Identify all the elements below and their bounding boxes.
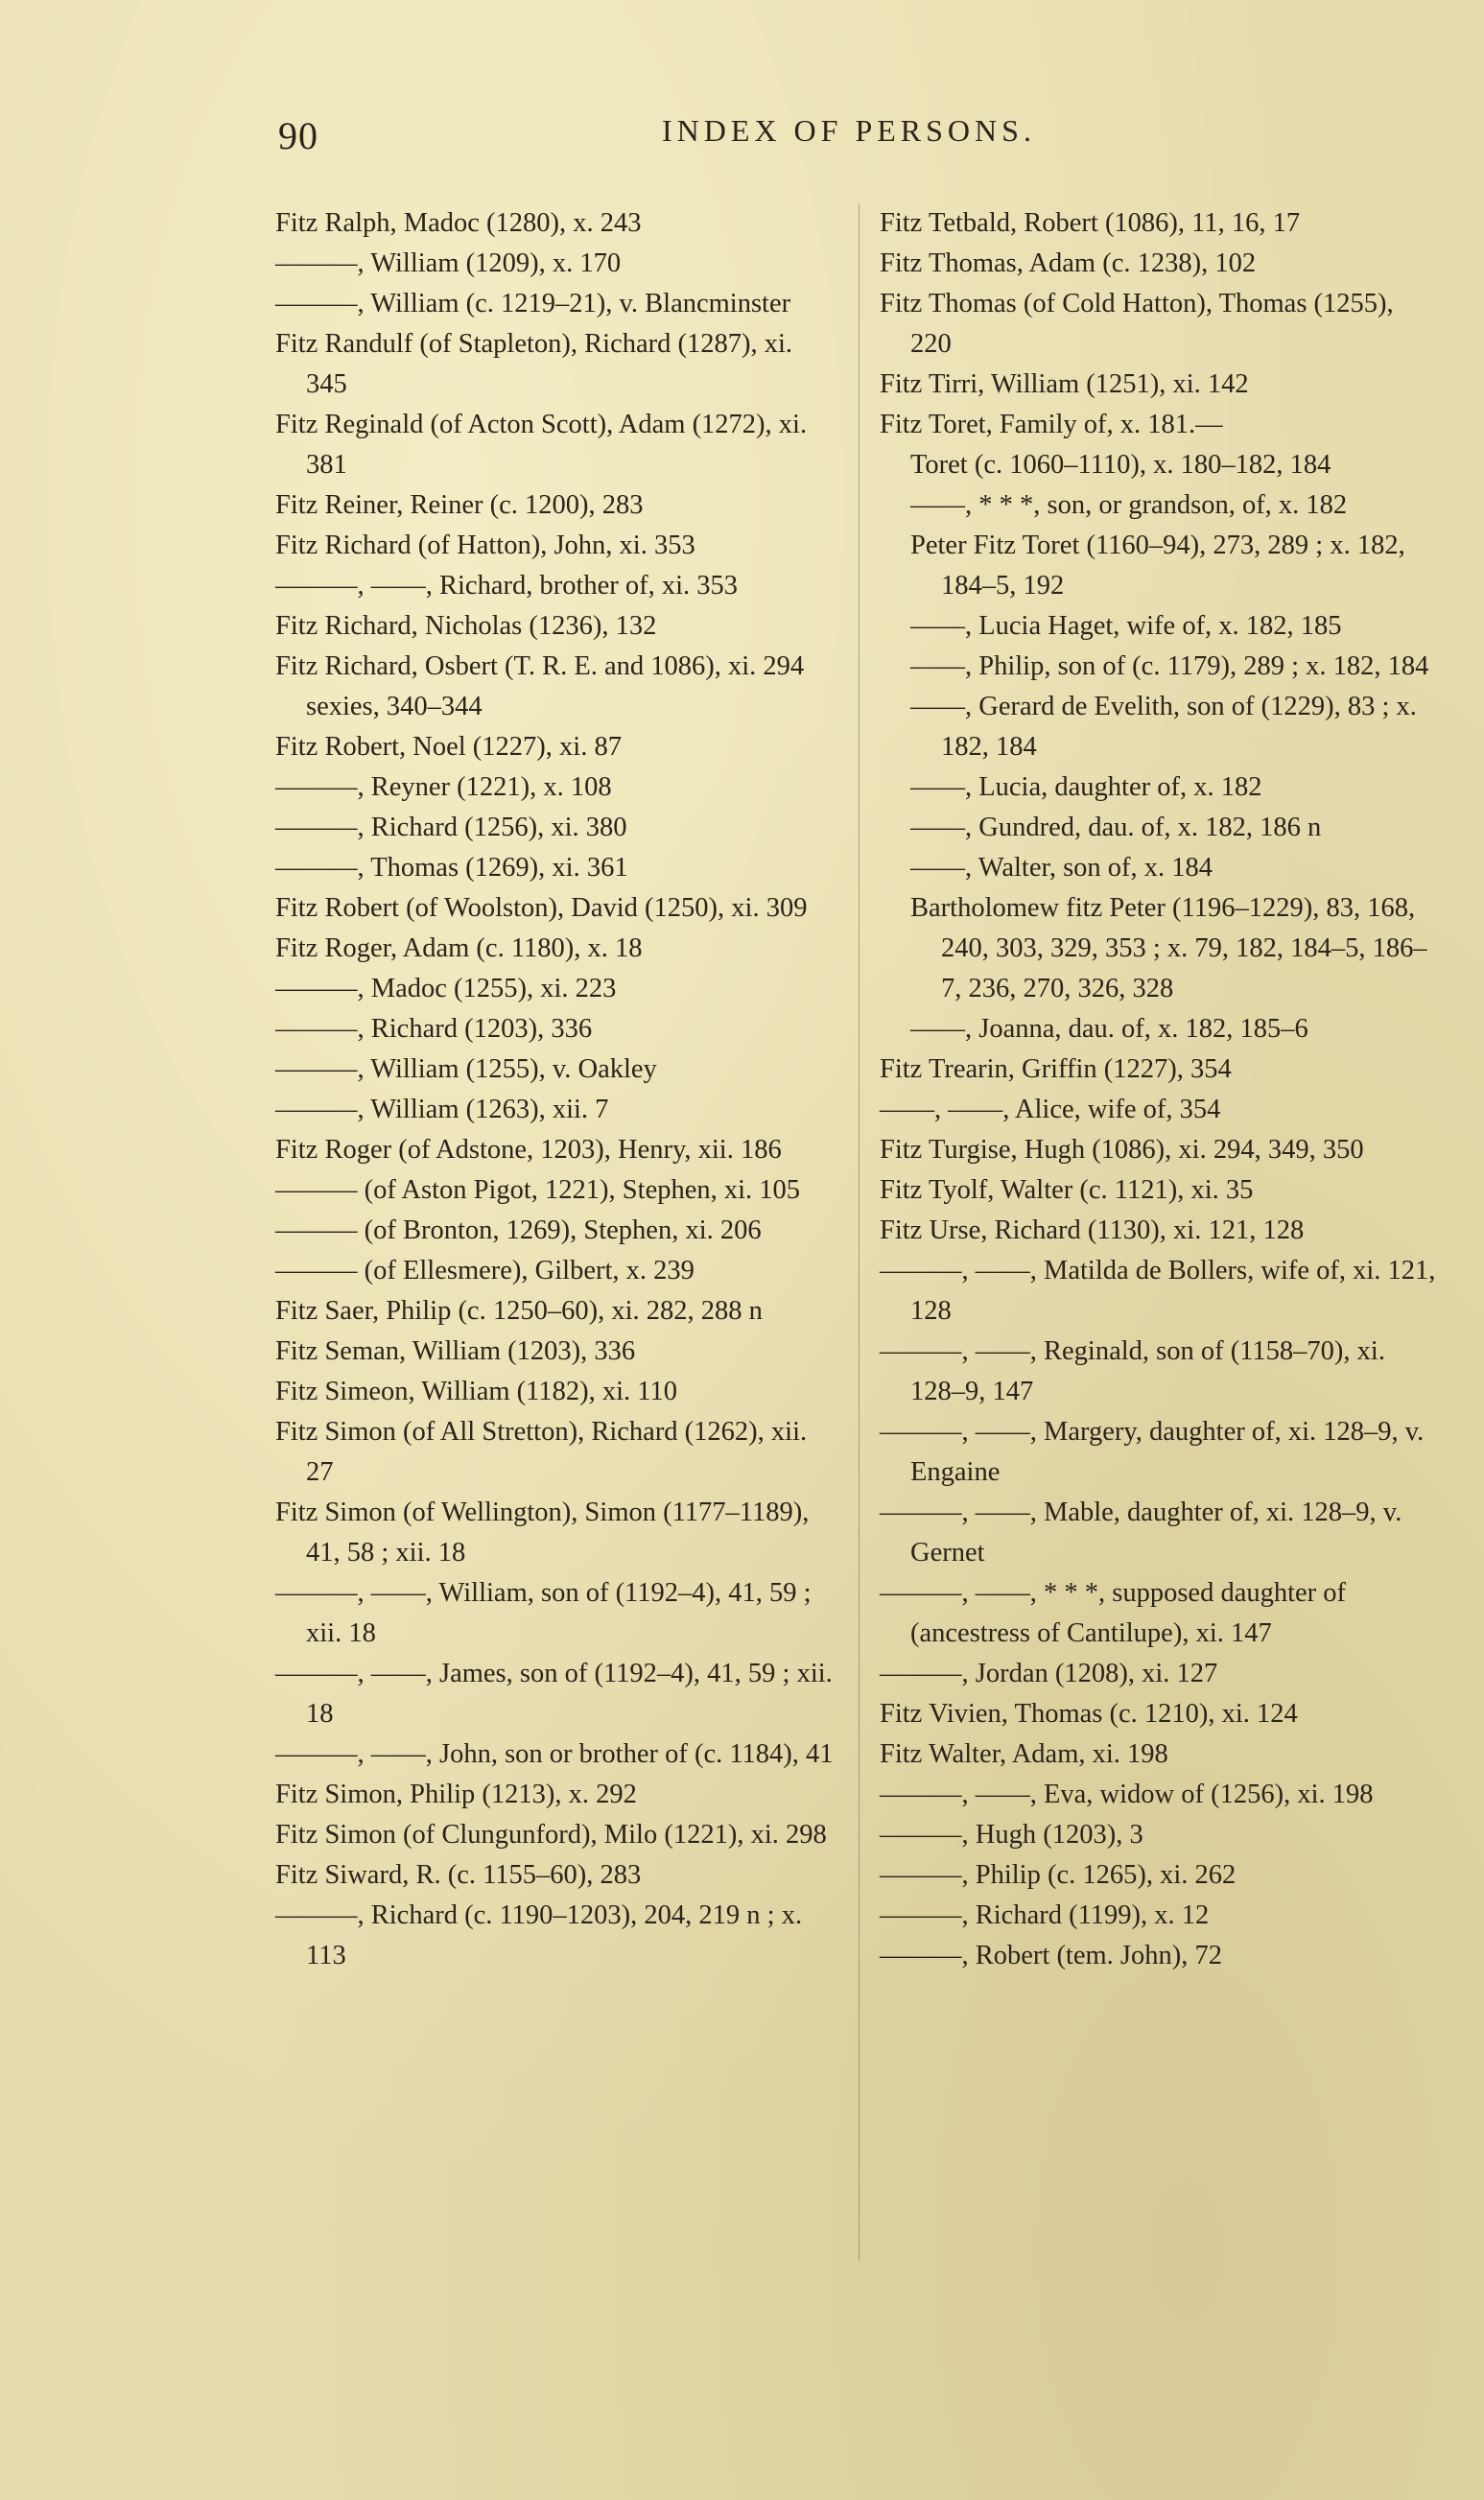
index-entry: Fitz Reiner, Reiner (c. 1200), 283 — [275, 490, 644, 520]
index-entry: Fitz Saer, Philip (c. 1250–60), xi. 282, 288 n — [275, 1296, 763, 1326]
index-entry: Fitz Simeon, William (1182), xi. 110 — [275, 1377, 677, 1406]
index-entry: ———, Richard (c. 1190–1203), 204, 219 n ; x. 113 — [275, 1900, 803, 1970]
index-subentry: ——, Lucia, daughter of, x. 182 — [910, 772, 1262, 802]
index-subentry: ——, * * *, son, or grandson, of, x. 182 — [910, 490, 1348, 520]
index-entry: ———, Richard (1256), xi. 380 — [275, 813, 627, 842]
index-entry: ——— (of Bronton, 1269), Stephen, xi. 206 — [275, 1215, 762, 1245]
index-entry: Fitz Tyolf, Walter (c. 1121), xi. 35 — [880, 1175, 1254, 1205]
index-entry: Fitz Tirri, William (1251), xi. 142 — [880, 369, 1249, 399]
index-entry: ———, Thomas (1269), xi. 361 — [275, 853, 628, 883]
index-entry: Fitz Roger (of Adstone, 1203), Henry, xii. 186 — [275, 1135, 782, 1165]
index-entry: ———, ——, * * *, supposed daughter of (ancestress of Cantilupe), xi. 147 — [880, 1578, 1347, 1648]
index-column-left — [275, 203, 835, 1976]
column-divider — [859, 203, 860, 2261]
index-subentry: Peter Fitz Toret (1160–94), 273, 289 ; x. 182, 184–5, 192 — [910, 531, 1405, 601]
running-title: INDEX OF PERSONS. — [662, 113, 1036, 148]
index-entry: ———, William (1263), xii. 7 — [275, 1095, 609, 1124]
index-entry: Fitz Richard, Nicholas (1236), 132 — [275, 611, 657, 641]
index-entry: Fitz Thomas, Adam (c. 1238), 102 — [880, 248, 1257, 278]
index-entry: ———, William (c. 1219–21), v. Blancminster — [275, 289, 791, 318]
index-entry: Fitz Tetbald, Robert (1086), 11, 16, 17 — [880, 208, 1301, 238]
index-entry: ———, William (1255), v. Oakley — [275, 1054, 657, 1084]
index-entry: Fitz Simon, Philip (1213), x. 292 — [275, 1780, 637, 1809]
page-number: 90 — [278, 114, 318, 157]
index-entry: Fitz Richard, Osbert (T. R. E. and 1086), xi. 294 sexies, 340–344 — [275, 651, 805, 721]
index-column-right — [880, 203, 1436, 1976]
index-entry: Fitz Thomas (of Cold Hatton), Thomas (1255), 220 — [880, 289, 1394, 359]
index-subentry: ——, Philip, son of (c. 1179), 289 ; x. 182, 184 — [910, 651, 1429, 681]
index-entry: Fitz Simon (of Wellington), Simon (1177–1189), 41, 58 ; xii. 18 — [275, 1498, 810, 1568]
index-entry: ———, ——, William, son of (1192–4), 41, 59 ; xii. 18 — [275, 1578, 812, 1648]
index-entry: Fitz Simon (of All Stretton), Richard (1262), xii. 27 — [275, 1417, 808, 1487]
index-entry: Fitz Robert (of Woolston), David (1250), xi. 309 — [275, 893, 808, 923]
index-entry: ———, ——, Richard, brother of, xi. 353 — [275, 571, 739, 601]
index-entry: Fitz Trearin, Griffin (1227), 354 — [880, 1054, 1232, 1084]
index-subentry: Bartholomew fitz Peter (1196–1229), 83, 168, 240, 303, 329, 353 ; x. 79, 182, 184–5, 186–7, 236, 270, 326, 328 — [910, 893, 1427, 1003]
index-subentry: ——, Joanna, dau. of, x. 182, 185–6 — [910, 1014, 1308, 1044]
index-entry: Fitz Roger, Adam (c. 1180), x. 18 — [275, 933, 643, 963]
index-entry: ———, Richard (1199), x. 12 — [880, 1900, 1210, 1930]
index-entry: ———, William (1209), x. 170 — [275, 248, 622, 278]
index-entry: Fitz Vivien, Thomas (c. 1210), xi. 124 — [880, 1699, 1298, 1729]
index-entry: ———, Hugh (1203), 3 — [880, 1820, 1143, 1850]
index-entry: Fitz Ralph, Madoc (1280), x. 243 — [275, 208, 642, 238]
index-entry: ——, ——, Alice, wife of, 354 — [880, 1095, 1221, 1124]
index-entry: ———, Philip (c. 1265), xi. 262 — [880, 1860, 1237, 1890]
index-entry: ———, ——, Eva, widow of (1256), xi. 198 — [880, 1780, 1374, 1809]
index-entry: ———, Reyner (1221), x. 108 — [275, 772, 612, 802]
index-subentry: ——, Gundred, dau. of, x. 182, 186 n — [910, 813, 1322, 842]
index-entry: Fitz Randulf (of Stapleton), Richard (1287), xi. 345 — [275, 329, 793, 399]
index-entry: ———, ——, Reginald, son of (1158–70), xi. 128–9, 147 — [880, 1336, 1385, 1406]
index-entry: Fitz Urse, Richard (1130), xi. 121, 128 — [880, 1215, 1305, 1245]
index-entry: Fitz Richard (of Hatton), John, xi. 353 — [275, 531, 695, 560]
index-entry: ———, ——, James, son of (1192–4), 41, 59 ; xii. 18 — [275, 1659, 833, 1729]
index-entry: Fitz Seman, William (1203), 336 — [275, 1336, 636, 1366]
index-subentry: ——, Walter, son of, x. 184 — [910, 853, 1213, 883]
index-entry: ———, Jordan (1208), xi. 127 — [880, 1659, 1218, 1688]
index-entry: Fitz Reginald (of Acton Scott), Adam (1272), xi. 381 — [275, 410, 808, 480]
index-entry: Fitz Robert, Noel (1227), xi. 87 — [275, 732, 622, 762]
index-entry: ———, ——, Mable, daughter of, xi. 128–9, v. Gernet — [880, 1498, 1402, 1568]
index-entry: Fitz Simon (of Clungunford), Milo (1221), xi. 298 — [275, 1820, 827, 1850]
index-entry: ——— (of Ellesmere), Gilbert, x. 239 — [275, 1256, 695, 1285]
index-entry: Fitz Walter, Adam, xi. 198 — [880, 1739, 1168, 1769]
index-entry: ———, Robert (tem. John), 72 — [880, 1941, 1223, 1970]
index-entry: ——— (of Aston Pigot, 1221), Stephen, xi. 105 — [275, 1175, 801, 1205]
index-entry: ———, ——, John, son or brother of (c. 1184), 41 — [275, 1739, 834, 1769]
index-entry: ———, Richard (1203), 336 — [275, 1014, 593, 1044]
index-entry: Fitz Toret, Family of, x. 181.— — [880, 410, 1223, 439]
index-entry: ———, ——, Matilda de Bollers, wife of, xi. 121, 128 — [880, 1256, 1436, 1326]
index-subentry: ——, Lucia Haget, wife of, x. 182, 185 — [910, 611, 1342, 641]
index-entry: Fitz Turgise, Hugh (1086), xi. 294, 349, 350 — [880, 1135, 1364, 1165]
index-entry: Fitz Siward, R. (c. 1155–60), 283 — [275, 1860, 642, 1890]
index-entry: ———, ——, Margery, daughter of, xi. 128–9, v. Engaine — [880, 1417, 1425, 1487]
index-subentry: Toret (c. 1060–1110), x. 180–182, 184 — [910, 450, 1331, 480]
index-subentry: ——, Gerard de Evelith, son of (1229), 83 ; x. 182, 184 — [910, 692, 1417, 762]
index-entry: ———, Madoc (1255), xi. 223 — [275, 974, 617, 1003]
